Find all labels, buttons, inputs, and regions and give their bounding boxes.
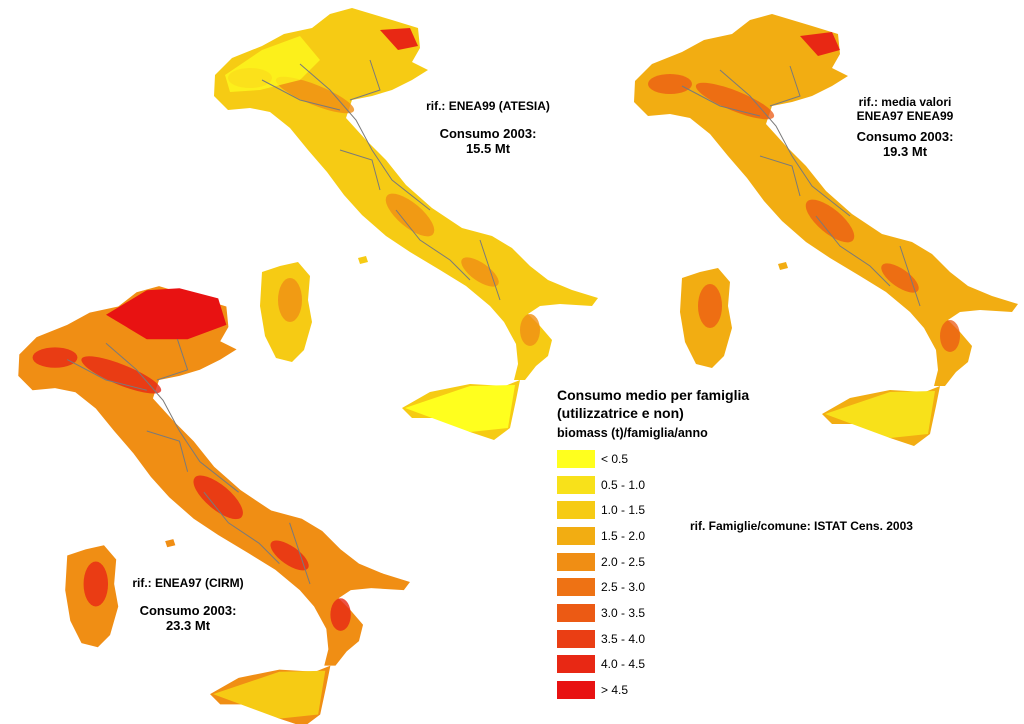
legend-row bbox=[557, 677, 787, 703]
ref-label: rif.: ENEA99 (ATESIA) bbox=[426, 99, 550, 113]
legend-label: < 0.5 bbox=[601, 451, 629, 466]
legend-row bbox=[557, 472, 787, 498]
legend-swatch bbox=[557, 450, 595, 468]
ref-label: rif.: media valori bbox=[858, 95, 952, 109]
legend-swatch bbox=[557, 681, 595, 699]
legend-title-line1: Consumo medio per famiglia bbox=[557, 387, 750, 403]
consumo-value: 15.5 Mt bbox=[465, 141, 511, 156]
legend-row bbox=[557, 600, 787, 626]
legend-label: 2.0 - 2.5 bbox=[601, 554, 646, 569]
legend-swatch bbox=[557, 604, 595, 622]
legend-swatch bbox=[557, 476, 595, 494]
legend-label: > 4.5 bbox=[601, 683, 629, 698]
consumo-label: Consumo 2003: bbox=[856, 129, 954, 144]
legend-swatch bbox=[557, 553, 595, 571]
legend-label: 0.5 - 1.0 bbox=[601, 477, 646, 492]
annot-cirm bbox=[113, 576, 263, 633]
source-note: rif. Famiglie/comune: ISTAT Cens. 2003 bbox=[690, 519, 913, 533]
legend-label: 3.5 - 4.0 bbox=[601, 631, 646, 646]
legend-label: 3.0 - 3.5 bbox=[601, 605, 646, 620]
ref-label-2: ENEA97 ENEA99 bbox=[856, 109, 954, 123]
legend-title-line2: (utilizzatrice e non) bbox=[557, 405, 684, 421]
consumo-value: 23.3 Mt bbox=[165, 618, 211, 633]
legend-swatch bbox=[557, 527, 595, 545]
annot-media bbox=[840, 95, 970, 159]
legend-label: 4.0 - 4.5 bbox=[601, 657, 646, 672]
legend-rows bbox=[557, 446, 787, 703]
legend-label: 1.5 - 2.0 bbox=[601, 528, 646, 543]
legend-row bbox=[557, 549, 787, 575]
legend-label: 2.5 - 3.0 bbox=[601, 580, 646, 595]
consumo-label: Consumo 2003: bbox=[439, 126, 537, 141]
legend-unit: biomass (t)/famiglia/anno bbox=[557, 426, 708, 440]
legend-swatch bbox=[557, 578, 595, 596]
legend-row bbox=[557, 446, 787, 472]
consumo-value: 19.3 Mt bbox=[882, 144, 928, 159]
legend-row bbox=[557, 626, 787, 652]
legend-label: 1.0 - 1.5 bbox=[601, 503, 646, 518]
ref-label: rif.: ENEA97 (CIRM) bbox=[132, 576, 244, 590]
legend bbox=[557, 386, 787, 703]
legend-swatch bbox=[557, 501, 595, 519]
annot-atesia bbox=[408, 99, 568, 156]
consumo-label: Consumo 2003: bbox=[139, 603, 237, 618]
legend-row bbox=[557, 574, 787, 600]
legend-swatch bbox=[557, 655, 595, 673]
legend-swatch bbox=[557, 630, 595, 648]
legend-row bbox=[557, 652, 787, 678]
